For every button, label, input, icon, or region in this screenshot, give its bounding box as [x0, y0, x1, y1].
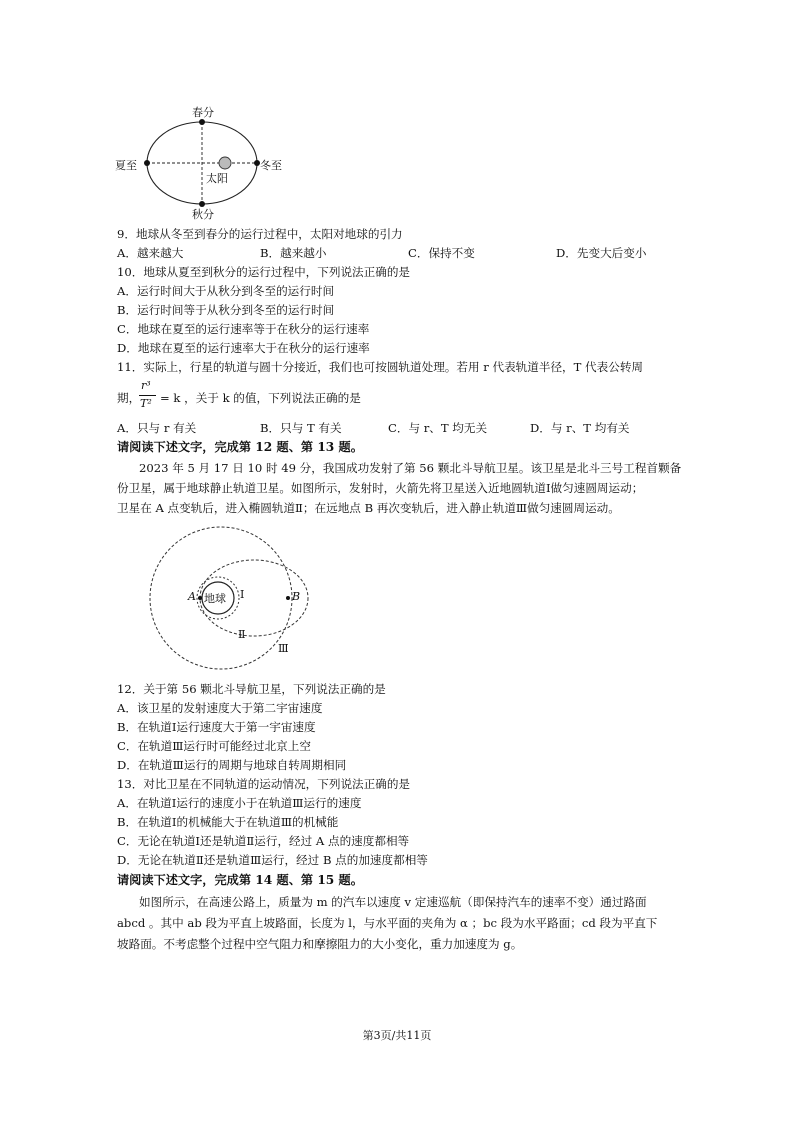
q11-option-b: B．只与 T 有关 [260, 421, 342, 435]
q9-option-b: B．越来越小 [260, 246, 327, 260]
label-dongzhi: 冬至 [260, 159, 282, 172]
q11-option-a: A．只与 r 有关 [117, 421, 197, 435]
passage2-line1: 如图所示，在高速公路上，质量为 m 的汽车以速度 v 定速巡航（即保持汽车的速率不变）通过路面 [139, 895, 647, 909]
label-xiazhi: 夏至 [115, 159, 137, 172]
q9-option-a: A．越来越大 [117, 246, 184, 260]
passage1-line2: 份卫星，属于地球静止轨道卫星。如图所示，发射时，火箭先将卫星送入近地圆轨道Ⅰ做匀速圆周运动； [117, 481, 644, 495]
q12-option-c: C．在轨道Ⅲ运行时可能经过北京上空 [117, 739, 311, 753]
q13-option-b: B．在轨道Ⅰ的机械能大于在轨道Ⅲ的机械能 [117, 815, 339, 829]
q10-option-d: D．地球在夏至的运行速率大于在秋分的运行速率 [117, 341, 370, 355]
q10-stem: 10．地球从夏至到秋分的运行过程中，下列说法正确的是 [117, 265, 411, 279]
passage2-line2: abcd 。其中 ab 段为平直上坡路面，长度为 l，与水平面的夹角为 α ；bc 段为水平路面；cd 段为平直下 [117, 916, 658, 930]
section-heading-14-15: 请阅读下述文字，完成第 14 题、第 15 题。 [117, 873, 363, 887]
label-earth: 地球 [204, 592, 226, 605]
q12-stem: 12．关于第 56 颗北斗导航卫星，下列说法正确的是 [117, 682, 386, 696]
label-qiufen: 秋分 [192, 208, 214, 221]
q11-line2-pre: 期， [117, 391, 141, 405]
page-footer: 第3页/共11页 [362, 1029, 432, 1042]
q10-option-c: C．地球在夏至的运行速率等于在秋分的运行速率 [117, 322, 370, 336]
passage2-line3: 坡路面。不考虑整个过程中空气阻力和摩擦阻力的大小变化，重力加速度为 g。 [117, 937, 523, 951]
frac-bar [139, 395, 156, 396]
q13-option-d: D．无论在轨道Ⅱ还是轨道Ⅲ运行，经过 B 点的加速度都相等 [117, 853, 428, 867]
q11-option-d: D．与 r、T 均有关 [530, 421, 630, 435]
q12-option-a: A．该卫星的发射速度大于第二宇宙速度 [117, 701, 323, 715]
label-taiyang: 太阳 [206, 172, 228, 185]
q11-line1: 11．实际上，行星的轨道与圆十分接近，我们也可按圆轨道处理。若用 r 代表轨道半径，T 代表公转周 [117, 360, 644, 374]
satellite-orbit-figure [140, 524, 310, 676]
label-chunfen: 春分 [192, 106, 214, 119]
orbit-figure [112, 106, 282, 222]
q10-option-b: B．运行时间等于从秋分到冬至的运行时间 [117, 303, 335, 317]
q9-option-d: D．先变大后变小 [556, 246, 647, 260]
q11-fraction [139, 379, 157, 413]
q13-stem: 13．对比卫星在不同轨道的运动情况，下列说法正确的是 [117, 777, 411, 791]
q11-line2-post: = k ，关于 k 的值，下列说法正确的是 [160, 391, 361, 405]
q11-option-c: C．与 r、T 均无关 [388, 421, 488, 435]
q9-stem: 9．地球从冬至到春分的运行过程中，太阳对地球的引力 [117, 227, 403, 241]
q10-option-a: A．运行时间大于从秋分到冬至的运行时间 [117, 284, 335, 298]
frac-numerator: r³ [141, 379, 151, 392]
q13-option-a: A．在轨道Ⅰ运行的速度小于在轨道Ⅲ运行的速度 [117, 796, 362, 810]
passage1-line1: 2023 年 5 月 17 日 10 时 49 分，我国成功发射了第 56 颗北斗导航卫星。该卫星是北斗三号工程首颗备 [139, 461, 682, 475]
label-orbit-2: Ⅱ [238, 628, 246, 641]
q13-option-c: C．无论在轨道Ⅰ还是轨道Ⅱ运行，经过 A 点的速度都相等 [117, 834, 410, 848]
q9-option-c: C．保持不变 [408, 246, 475, 260]
frac-denominator: T² [140, 397, 152, 410]
section-heading-12-13: 请阅读下述文字，完成第 12 题、第 13 题。 [117, 440, 363, 454]
label-point-b: B [292, 590, 301, 603]
q12-option-b: B．在轨道Ⅰ运行速度大于第一宇宙速度 [117, 720, 316, 734]
q12-option-d: D．在轨道Ⅲ运行的周期与地球自转周期相同 [117, 758, 347, 772]
label-orbit-3: Ⅲ [278, 642, 289, 655]
label-orbit-1: Ⅰ [240, 588, 245, 601]
label-point-a: A [188, 590, 196, 603]
passage1-line3: 卫星在 A 点变轨后，进入椭圆轨道Ⅱ；在远地点 B 再次变轨后，进入静止轨道Ⅲ做匀速圆周运动。 [117, 501, 620, 515]
